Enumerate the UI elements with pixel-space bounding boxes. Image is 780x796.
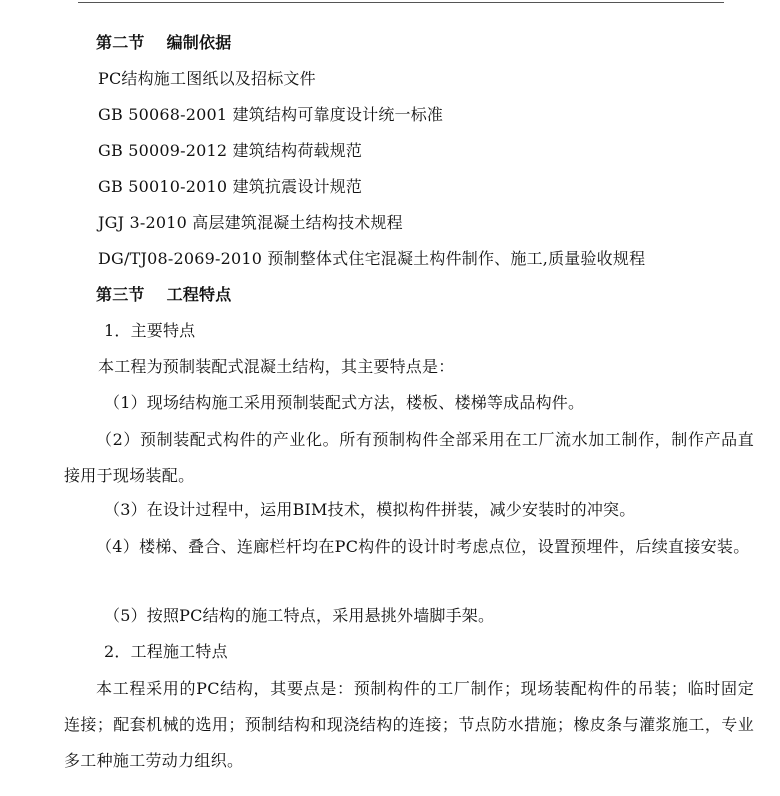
reference-item: DG/TJ08-2069-2010 预制整体式住宅混凝土构件制作、施工,质量验收规程 <box>98 249 646 268</box>
feature-point: （4）楼梯、叠合、连廊栏杆均在PC构件的设计时考虑点位，设置预埋件，后续直接安装。 <box>96 537 750 556</box>
section2-heading <box>96 33 231 53</box>
section3-number: 第三节 <box>96 285 145 304</box>
reference-item: JGJ 3-2010 高层建筑混凝土结构技术规程 <box>98 213 403 232</box>
reference-item: GB 50068-2001 建筑结构可靠度设计统一标准 <box>98 105 444 124</box>
section3-title: 工程特点 <box>166 285 232 304</box>
reference-item: GB 50010-2010 建筑抗震设计规范 <box>98 177 363 196</box>
reference-item: GB 50009-2012 建筑结构荷载规范 <box>98 141 363 160</box>
section2-title: 编制依据 <box>166 33 232 52</box>
subsection-title: 2．工程施工特点 <box>104 642 228 661</box>
feature-point: （5）按照PC结构的施工特点，采用悬挑外墙脚手架。 <box>104 606 495 625</box>
intro-paragraph: 本工程为预制装配式混凝土结构，其主要特点是： <box>98 357 455 376</box>
feature-point: （2）预制装配式构件的产业化。所有预制构件全部采用在工厂流水加工制作，制作产品直接用于现场装配。 <box>64 430 754 485</box>
subsection-title: 1．主要特点 <box>104 321 196 340</box>
top-rule <box>78 2 724 3</box>
feature-point: （1）现场结构施工采用预制装配式方法，楼板、楼梯等成品构件。 <box>104 393 585 412</box>
construction-paragraph: 本工程采用的PC结构，其要点是：预制构件的工厂制作；现场装配构件的吊装；临时固定连接；配套机械的选用；预制结构和现浇结构的连接；节点防水措施；橡皮条与灌浆施工，专业多工种施工劳动力组织。 <box>64 679 754 770</box>
reference-item: PC结构施工图纸以及招标文件 <box>98 69 316 88</box>
section2-number: 第二节 <box>96 33 145 52</box>
feature-point: （3）在设计过程中，运用BIM技术，模拟构件拼装，减少安装时的冲突。 <box>104 500 636 519</box>
section3-heading <box>96 285 231 305</box>
